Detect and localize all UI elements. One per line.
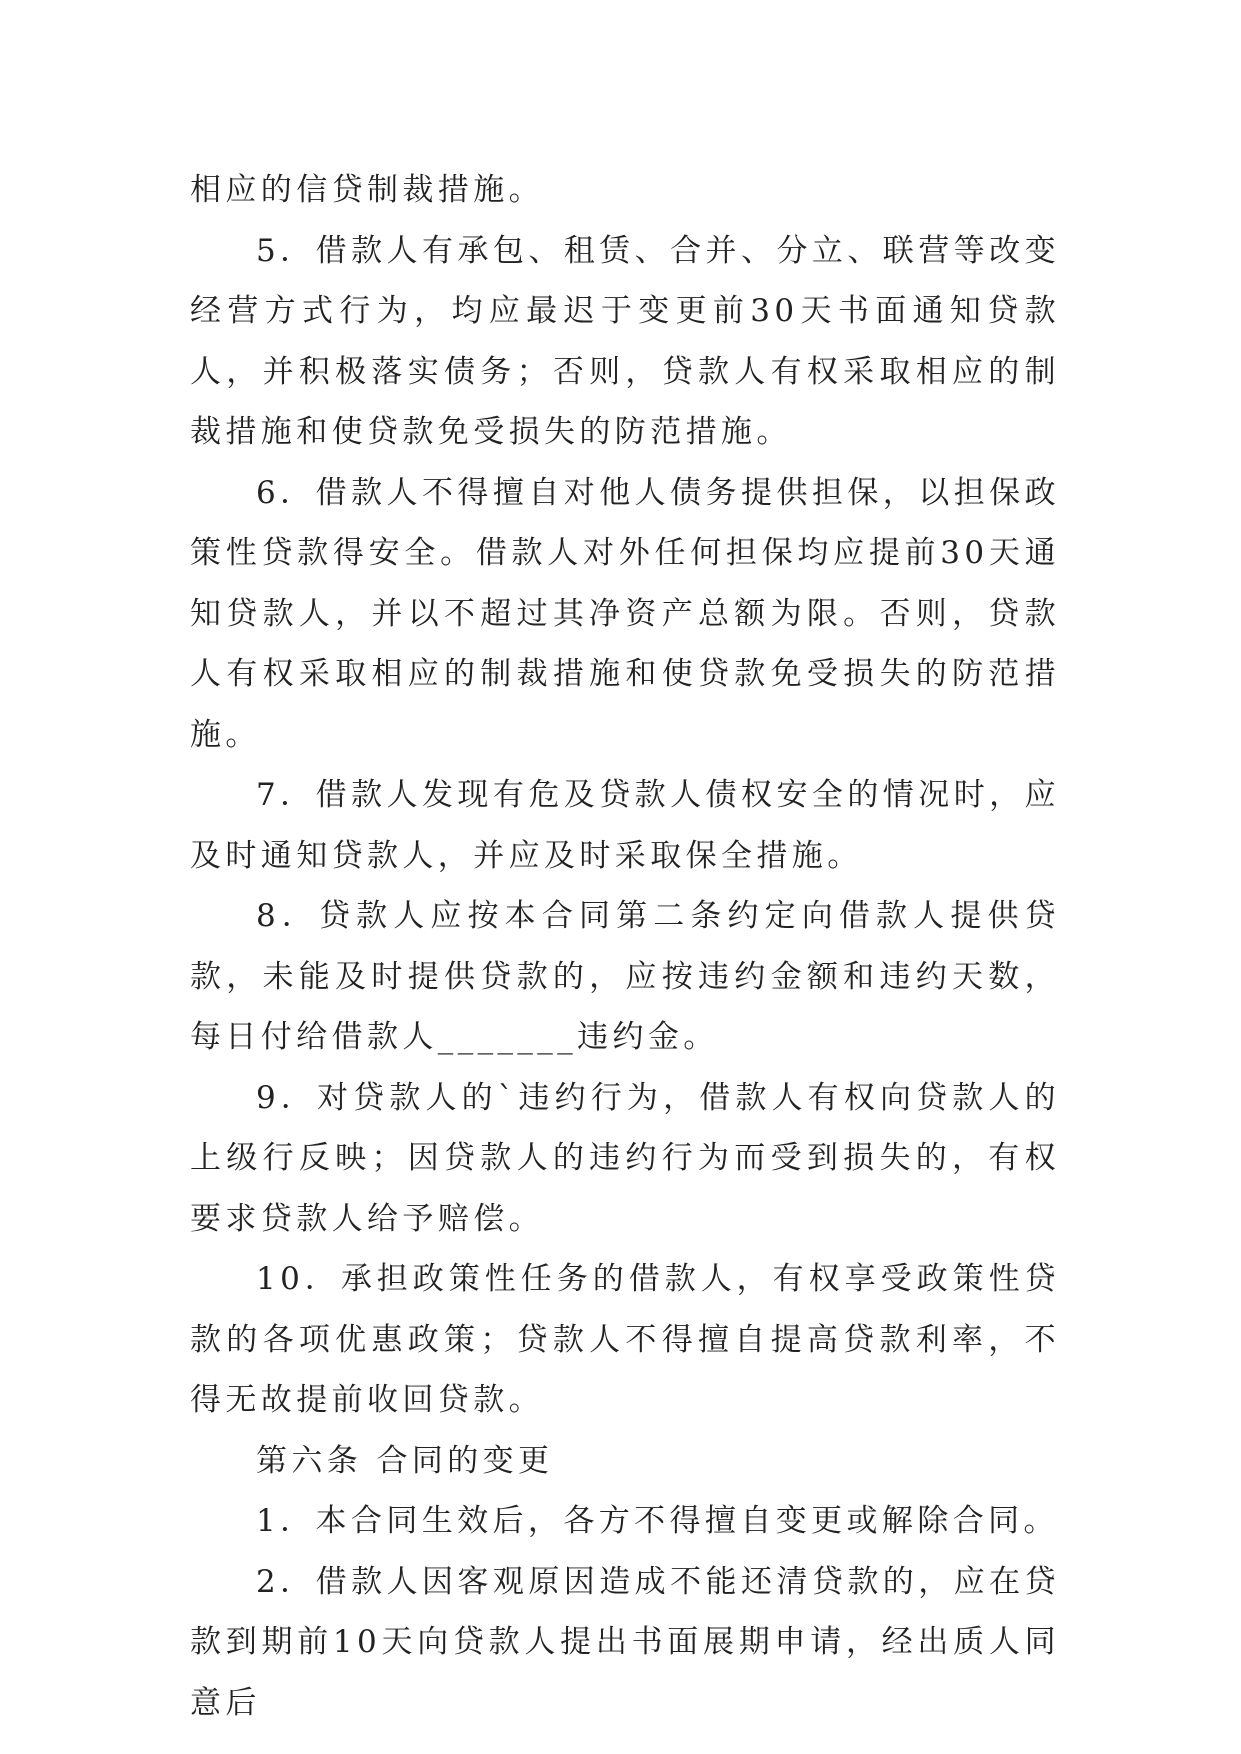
document-body (190, 160, 1060, 1733)
paragraph-clause-10: 10．承担政策性任务的借款人，有权享受政策性贷款的各项优惠政策；贷款人不得擅自提高贷款利率，不得无故提前收回贷款。 (190, 1261, 1060, 1418)
paragraph-clause-6: 6．借款人不得擅自对他人债务提供担保，以担保政策性贷款得安全。借款人对外任何担保均应提前30天通知贷款人，并以不超过其净资产总额为限。否则，贷款人有权采取相应的制裁措施和使贷款免受损失的防范措施。 (190, 474, 1060, 753)
paragraph-clause-5: 5．借款人有承包、租赁、合并、分立、联营等改变经营方式行为，均应最迟于变更前30天书面通知贷款人，并积极落实债务；否则，贷款人有权采取相应的制裁措施和使贷款免受损失的防范措施。 (190, 232, 1060, 450)
paragraph-article-6-item-2: 2．借款人因客观原因造成不能还清贷款的，应在贷款到期前10天向贷款人提出书面展期申请，经出质人同意后 (190, 1563, 1060, 1721)
paragraph-article-6-item-1: 1．本合同生效后，各方不得擅自变更或解除合同。 (256, 1503, 1059, 1539)
section-heading-article-6: 第六条 合同的变更 (256, 1442, 554, 1479)
paragraph-clause-9: 9．对贷款人的`违约行为，借款人有权向贷款人的上级行反映；因贷款人的违约行为而受到损失的，有权要求贷款人给予赔偿。 (190, 1079, 1060, 1237)
paragraph-clause-8: 8．贷款人应按本合同第二条约定向借款人提供贷款，未能及时提供贷款的，应按违约金额和违约天数，每日付给借款人_______违约金。 (190, 898, 1060, 1055)
paragraph-sanction-continuation: 相应的信贷制裁措施。 (190, 172, 544, 208)
paragraph-clause-7: 7．借款人发现有危及贷款人债权安全的情况时，应及时通知贷款人，并应及时采取保全措施。 (190, 777, 1060, 874)
